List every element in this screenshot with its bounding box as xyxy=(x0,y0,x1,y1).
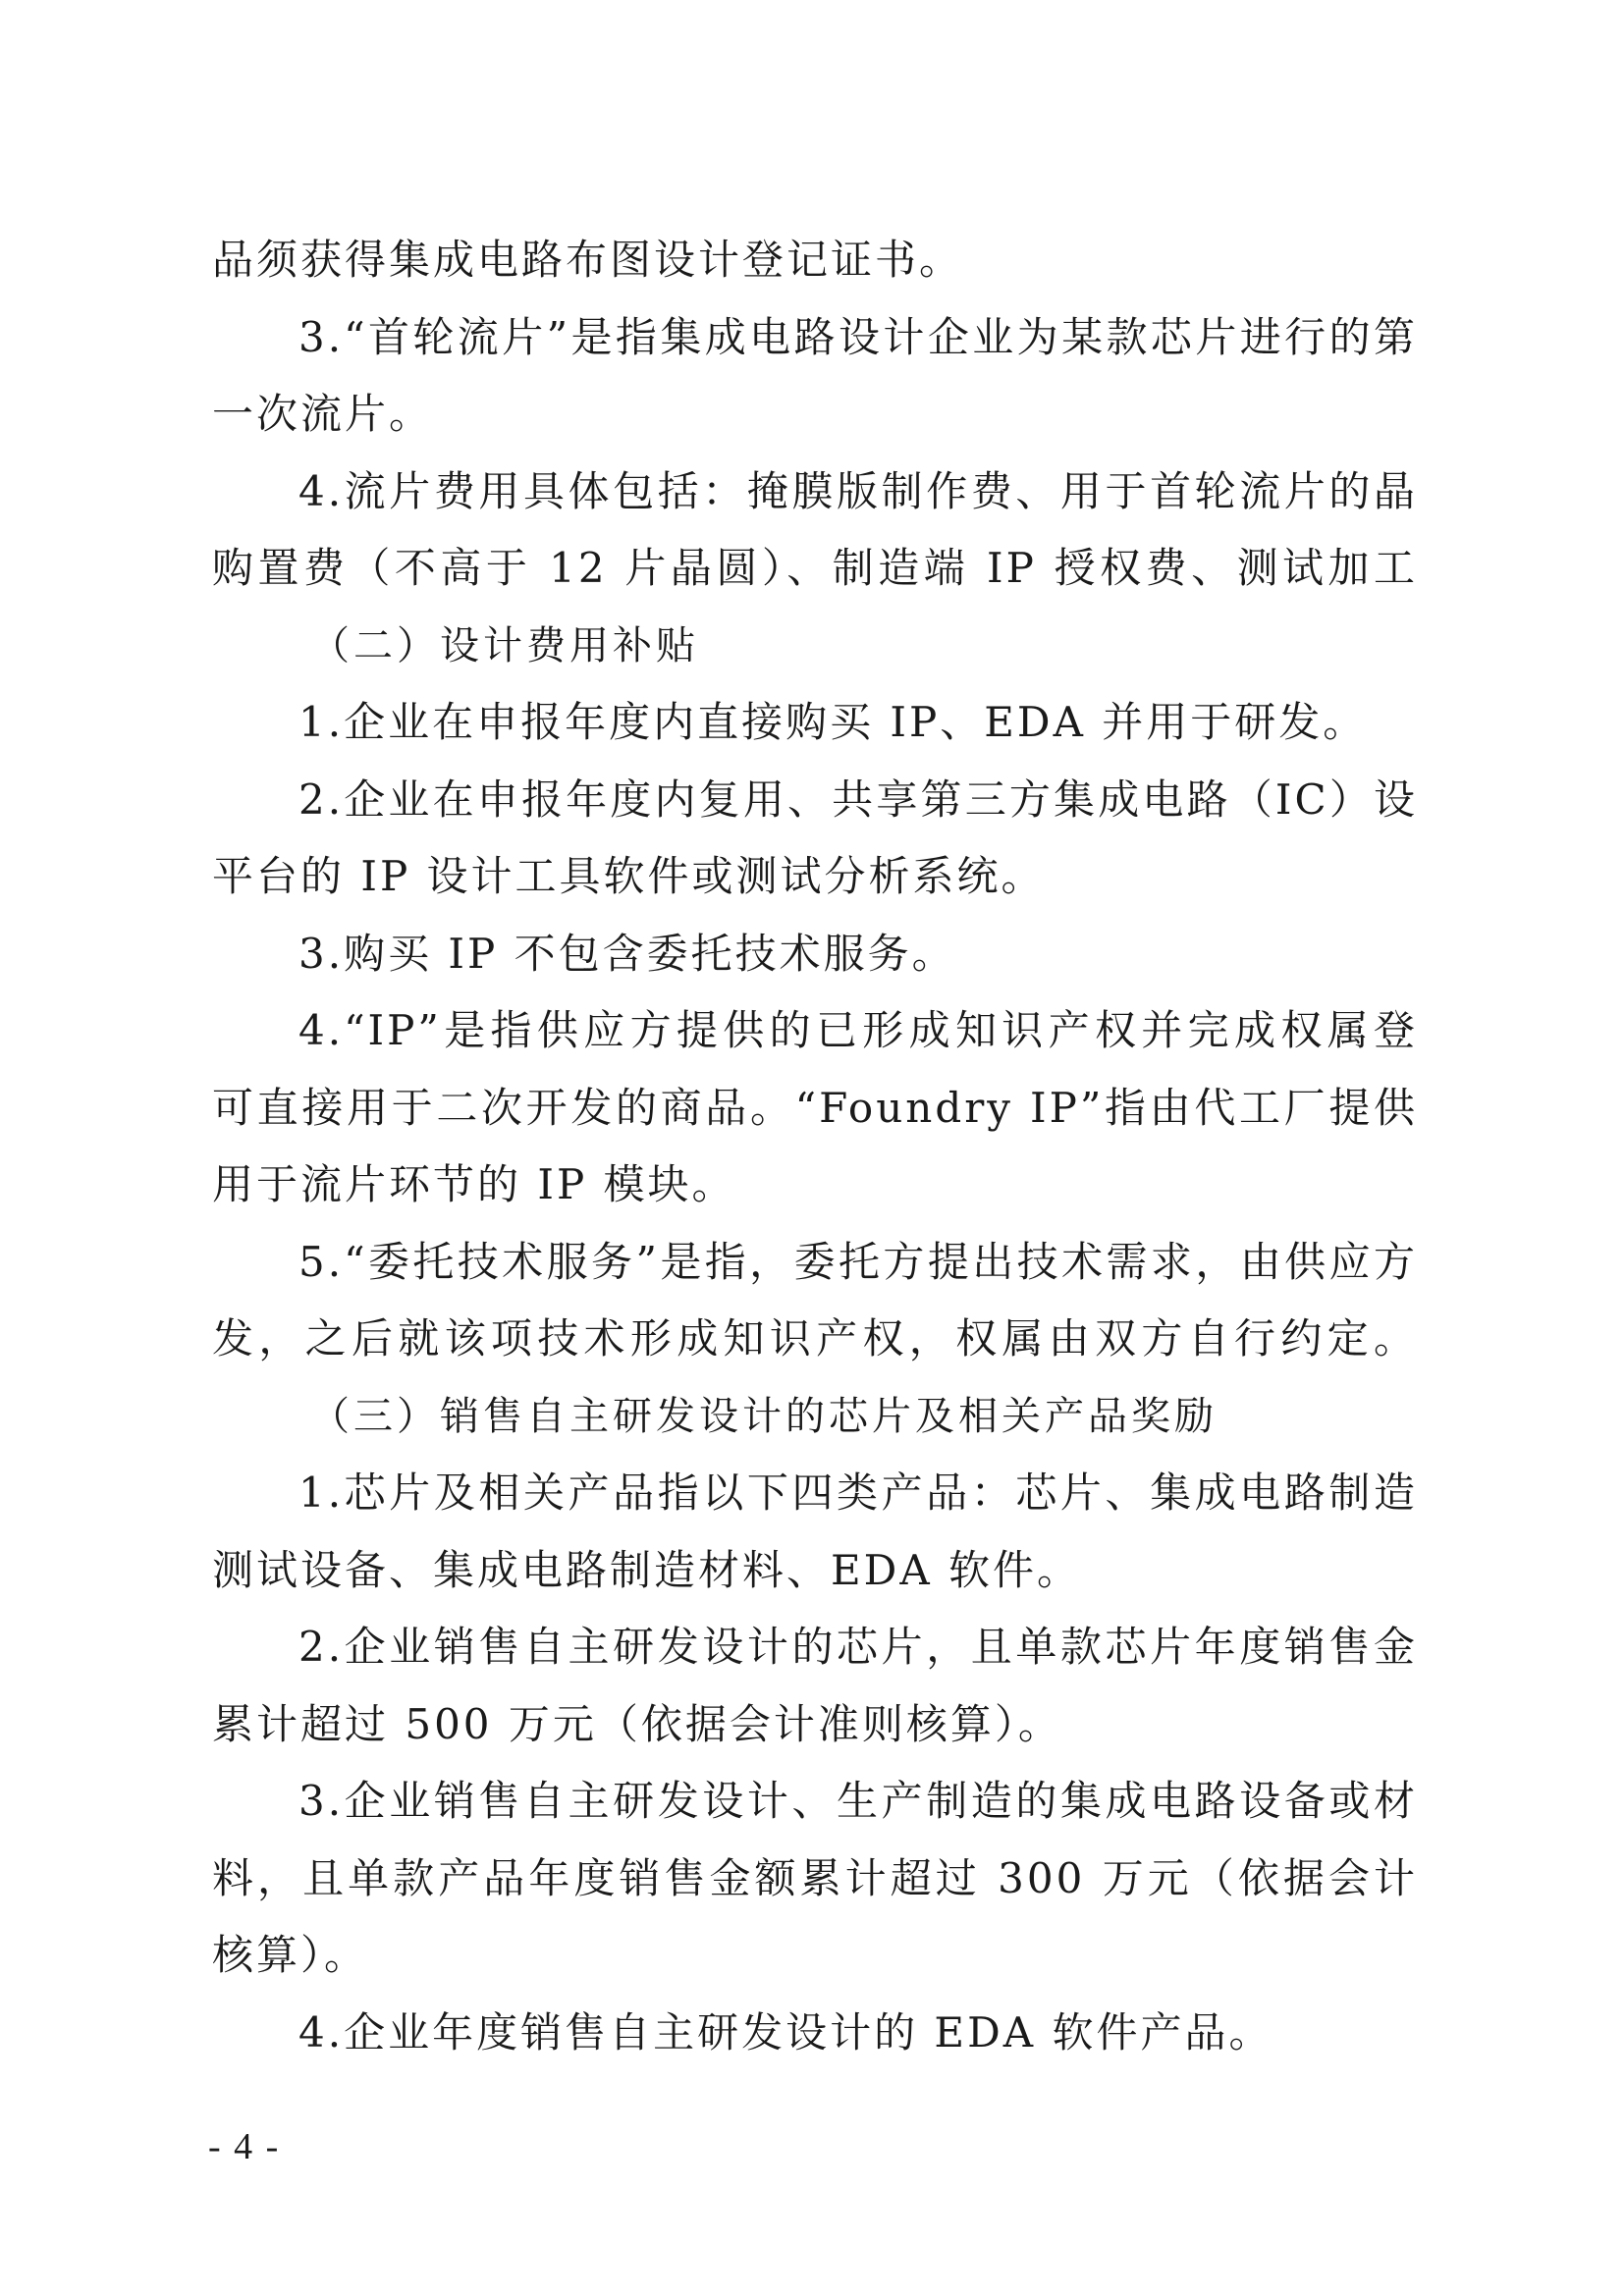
page-number: - 4 - xyxy=(208,2126,281,2167)
text-line: 3.购买 IP 不包含委托技术服务。 xyxy=(298,929,956,978)
text-line: 1.芯片及相关产品指以下四类产品：芯片、集成电路制造 xyxy=(298,1468,1418,1517)
section-heading: （二）设计费用补贴 xyxy=(310,622,699,668)
text-line: 2.企业在申报年度内复用、共享第三方集成电路（IC）设 xyxy=(298,774,1418,824)
text-line: 购置费（不高于 12 片晶圆）、制造端 IP 授权费、测试加工 xyxy=(212,544,1418,592)
text-line: 3.企业销售自主研发设计、生产制造的集成电路设备或材 xyxy=(298,1777,1418,1825)
text-line: 3.“首轮流片”是指集成电路设计企业为某款芯片进行的第 xyxy=(298,312,1418,361)
text-line: 4.“IP”是指供应方提供的已形成知识产权并完成权属登 xyxy=(298,1006,1418,1054)
document-body xyxy=(212,222,1418,2071)
text-line: 一次流片。 xyxy=(212,390,434,438)
text-line: 累计超过 500 万元（依据会计准则核算）。 xyxy=(212,1699,1062,1748)
text-line: 4.企业年度销售自主研发设计的 EDA 软件产品。 xyxy=(298,2007,1273,2056)
text-line: 2.企业销售自主研发设计的芯片，且单款芯片年度销售金 xyxy=(298,1623,1418,1671)
text-line: 1.企业在申报年度内直接购买 IP、EDA 并用于研发。 xyxy=(298,698,1368,746)
text-line: 可直接用于二次开发的商品。“Foundry IP”指由代工厂提供 xyxy=(212,1083,1418,1132)
text-line: 料，且单款产品年度销售金额累计超过 300 万元（依据会计 xyxy=(212,1853,1418,1902)
text-line: 品须获得集成电路布图设计登记证书。 xyxy=(212,236,964,284)
text-line: 核算）。 xyxy=(212,1931,369,1979)
text-line: 4.流片费用具体包括：掩膜版制作费、用于首轮流片的晶 xyxy=(298,466,1418,515)
text-line: 发，之后就该项技术形成知识产权，权属由双方自行约定。 xyxy=(212,1314,1418,1362)
section-heading: （三）销售自主研发设计的芯片及相关产品奖励 xyxy=(310,1393,1218,1439)
text-line: 测试设备、集成电路制造材料、EDA 软件。 xyxy=(212,1545,1082,1594)
text-line: 用于流片环节的 IP 模块。 xyxy=(212,1160,736,1208)
text-line: 平台的 IP 设计工具软件或测试分析系统。 xyxy=(212,852,1046,900)
text-line: 5.“委托技术服务”是指，委托方提出技术需求，由供应方 xyxy=(298,1237,1418,1286)
